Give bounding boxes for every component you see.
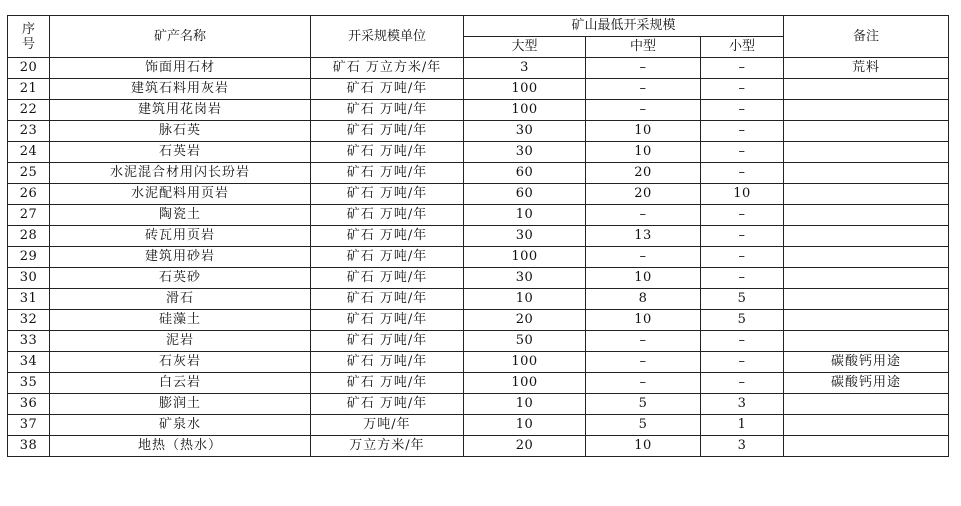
note-cell (784, 310, 949, 331)
note-cell (784, 268, 949, 289)
scale-unit-cell: 矿石 万吨/年 (311, 289, 464, 310)
seq-cell: 36 (8, 394, 50, 415)
medium-scale-cell: 10 (586, 310, 701, 331)
scale-unit-cell: 矿石 万吨/年 (311, 310, 464, 331)
seq-cell: 38 (8, 436, 50, 457)
seq-cell: 31 (8, 289, 50, 310)
mineral-name-cell: 矿泉水 (50, 415, 311, 436)
large-scale-cell: 100 (464, 373, 586, 394)
seq-cell: 30 (8, 268, 50, 289)
note-cell (784, 247, 949, 268)
medium-scale-cell: – (586, 352, 701, 373)
note-cell: 碳酸钙用途 (784, 373, 949, 394)
note-cell (784, 289, 949, 310)
scale-unit-cell: 矿石 万吨/年 (311, 394, 464, 415)
medium-scale-cell: – (586, 100, 701, 121)
large-scale-cell: 10 (464, 394, 586, 415)
mineral-name-cell: 建筑用花岗岩 (50, 100, 311, 121)
table-row (8, 289, 949, 310)
small-scale-cell: – (701, 268, 784, 289)
small-scale-cell: – (701, 331, 784, 352)
small-scale-cell: 5 (701, 289, 784, 310)
note-cell (784, 436, 949, 457)
small-scale-cell: – (701, 142, 784, 163)
small-scale-cell: 3 (701, 394, 784, 415)
table-row (8, 268, 949, 289)
large-scale-cell: 30 (464, 142, 586, 163)
scale-unit-cell: 矿石 万吨/年 (311, 247, 464, 268)
scale-unit-cell: 矿石 万吨/年 (311, 331, 464, 352)
large-scale-cell: 30 (464, 226, 586, 247)
table-row (8, 163, 949, 184)
table-row (8, 205, 949, 226)
small-scale-cell: – (701, 352, 784, 373)
header-scale-unit: 开采规模单位 (311, 16, 464, 58)
scale-unit-cell: 矿石 万吨/年 (311, 226, 464, 247)
small-scale-cell: – (701, 205, 784, 226)
large-scale-cell: 20 (464, 310, 586, 331)
medium-scale-cell: 10 (586, 121, 701, 142)
large-scale-cell: 50 (464, 331, 586, 352)
table-row (8, 100, 949, 121)
mineral-name-cell: 石英岩 (50, 142, 311, 163)
scale-unit-cell: 万立方米/年 (311, 436, 464, 457)
small-scale-cell: – (701, 163, 784, 184)
medium-scale-cell: 8 (586, 289, 701, 310)
mineral-name-cell: 砖瓦用页岩 (50, 226, 311, 247)
large-scale-cell: 10 (464, 205, 586, 226)
scale-unit-cell: 矿石 万吨/年 (311, 121, 464, 142)
note-cell (784, 205, 949, 226)
mineral-name-cell: 建筑石料用灰岩 (50, 79, 311, 100)
small-scale-cell: – (701, 373, 784, 394)
seq-cell: 22 (8, 100, 50, 121)
medium-scale-cell: 10 (586, 268, 701, 289)
note-cell (784, 142, 949, 163)
medium-scale-cell: 20 (586, 184, 701, 205)
mine-scale-table (7, 15, 949, 457)
large-scale-cell: 100 (464, 352, 586, 373)
table-row (8, 352, 949, 373)
small-scale-cell: 10 (701, 184, 784, 205)
medium-scale-cell: – (586, 205, 701, 226)
seq-cell: 27 (8, 205, 50, 226)
note-cell (784, 394, 949, 415)
note-cell (784, 184, 949, 205)
medium-scale-cell: 13 (586, 226, 701, 247)
mineral-name-cell: 水泥配料用页岩 (50, 184, 311, 205)
small-scale-cell: – (701, 58, 784, 79)
scale-unit-cell: 矿石 万吨/年 (311, 268, 464, 289)
table-row (8, 142, 949, 163)
large-scale-cell: 30 (464, 121, 586, 142)
medium-scale-cell: 5 (586, 394, 701, 415)
seq-cell: 20 (8, 58, 50, 79)
mineral-name-cell: 泥岩 (50, 331, 311, 352)
scale-unit-cell: 矿石 万吨/年 (311, 205, 464, 226)
note-cell (784, 415, 949, 436)
medium-scale-cell: – (586, 247, 701, 268)
small-scale-cell: – (701, 247, 784, 268)
large-scale-cell: 60 (464, 163, 586, 184)
scale-unit-cell: 矿石 万吨/年 (311, 352, 464, 373)
note-cell: 荒料 (784, 58, 949, 79)
large-scale-cell: 100 (464, 100, 586, 121)
mineral-name-cell: 石灰岩 (50, 352, 311, 373)
scale-unit-cell: 矿石 万吨/年 (311, 184, 464, 205)
header-seq: 序 号 (8, 16, 50, 58)
note-cell (784, 100, 949, 121)
table-row (8, 79, 949, 100)
small-scale-cell: 5 (701, 310, 784, 331)
mineral-name-cell: 脉石英 (50, 121, 311, 142)
mineral-name-cell: 陶瓷土 (50, 205, 311, 226)
header-mineral-name: 矿产名称 (50, 16, 311, 58)
note-cell (784, 226, 949, 247)
header-medium: 中型 (586, 37, 701, 58)
scale-unit-cell: 矿石 万吨/年 (311, 142, 464, 163)
small-scale-cell: 1 (701, 415, 784, 436)
mineral-name-cell: 水泥混合材用闪长玢岩 (50, 163, 311, 184)
scale-unit-cell: 矿石 万吨/年 (311, 373, 464, 394)
large-scale-cell: 20 (464, 436, 586, 457)
seq-cell: 35 (8, 373, 50, 394)
medium-scale-cell: – (586, 331, 701, 352)
table-row (8, 58, 949, 79)
table-row (8, 310, 949, 331)
table-row (8, 184, 949, 205)
mineral-name-cell: 白云岩 (50, 373, 311, 394)
small-scale-cell: 3 (701, 436, 784, 457)
large-scale-cell: 60 (464, 184, 586, 205)
table-row (8, 226, 949, 247)
seq-cell: 26 (8, 184, 50, 205)
medium-scale-cell: 5 (586, 415, 701, 436)
note-cell (784, 121, 949, 142)
table-body (8, 58, 949, 457)
seq-cell: 29 (8, 247, 50, 268)
scale-unit-cell: 矿石 万吨/年 (311, 100, 464, 121)
medium-scale-cell: 10 (586, 142, 701, 163)
seq-cell: 24 (8, 142, 50, 163)
table-row (8, 373, 949, 394)
note-cell (784, 79, 949, 100)
table-row (8, 436, 949, 457)
large-scale-cell: 100 (464, 247, 586, 268)
medium-scale-cell: – (586, 79, 701, 100)
large-scale-cell: 100 (464, 79, 586, 100)
scale-unit-cell: 矿石 万立方米/年 (311, 58, 464, 79)
medium-scale-cell: – (586, 373, 701, 394)
large-scale-cell: 30 (464, 268, 586, 289)
seq-cell: 33 (8, 331, 50, 352)
note-cell (784, 163, 949, 184)
seq-cell: 21 (8, 79, 50, 100)
header-large: 大型 (464, 37, 586, 58)
small-scale-cell: – (701, 100, 784, 121)
mineral-name-cell: 膨润土 (50, 394, 311, 415)
header-note: 备注 (784, 16, 949, 58)
mineral-name-cell: 地热（热水） (50, 436, 311, 457)
header-min-scale: 矿山最低开采规模 (464, 16, 784, 37)
scale-unit-cell: 矿石 万吨/年 (311, 163, 464, 184)
header-small: 小型 (701, 37, 784, 58)
mineral-name-cell: 石英砂 (50, 268, 311, 289)
seq-cell: 23 (8, 121, 50, 142)
seq-cell: 34 (8, 352, 50, 373)
small-scale-cell: – (701, 226, 784, 247)
seq-cell: 32 (8, 310, 50, 331)
seq-cell: 28 (8, 226, 50, 247)
note-cell (784, 331, 949, 352)
mineral-name-cell: 滑石 (50, 289, 311, 310)
scale-unit-cell: 矿石 万吨/年 (311, 79, 464, 100)
large-scale-cell: 3 (464, 58, 586, 79)
seq-cell: 37 (8, 415, 50, 436)
medium-scale-cell: – (586, 58, 701, 79)
mineral-name-cell: 硅藻土 (50, 310, 311, 331)
table-row (8, 247, 949, 268)
table-row (8, 394, 949, 415)
scale-unit-cell: 万吨/年 (311, 415, 464, 436)
small-scale-cell: – (701, 79, 784, 100)
table-row (8, 415, 949, 436)
seq-cell: 25 (8, 163, 50, 184)
table-row (8, 121, 949, 142)
note-cell: 碳酸钙用途 (784, 352, 949, 373)
table-row (8, 331, 949, 352)
mineral-name-cell: 建筑用砂岩 (50, 247, 311, 268)
small-scale-cell: – (701, 121, 784, 142)
large-scale-cell: 10 (464, 289, 586, 310)
medium-scale-cell: 20 (586, 163, 701, 184)
large-scale-cell: 10 (464, 415, 586, 436)
mineral-name-cell: 饰面用石材 (50, 58, 311, 79)
medium-scale-cell: 10 (586, 436, 701, 457)
